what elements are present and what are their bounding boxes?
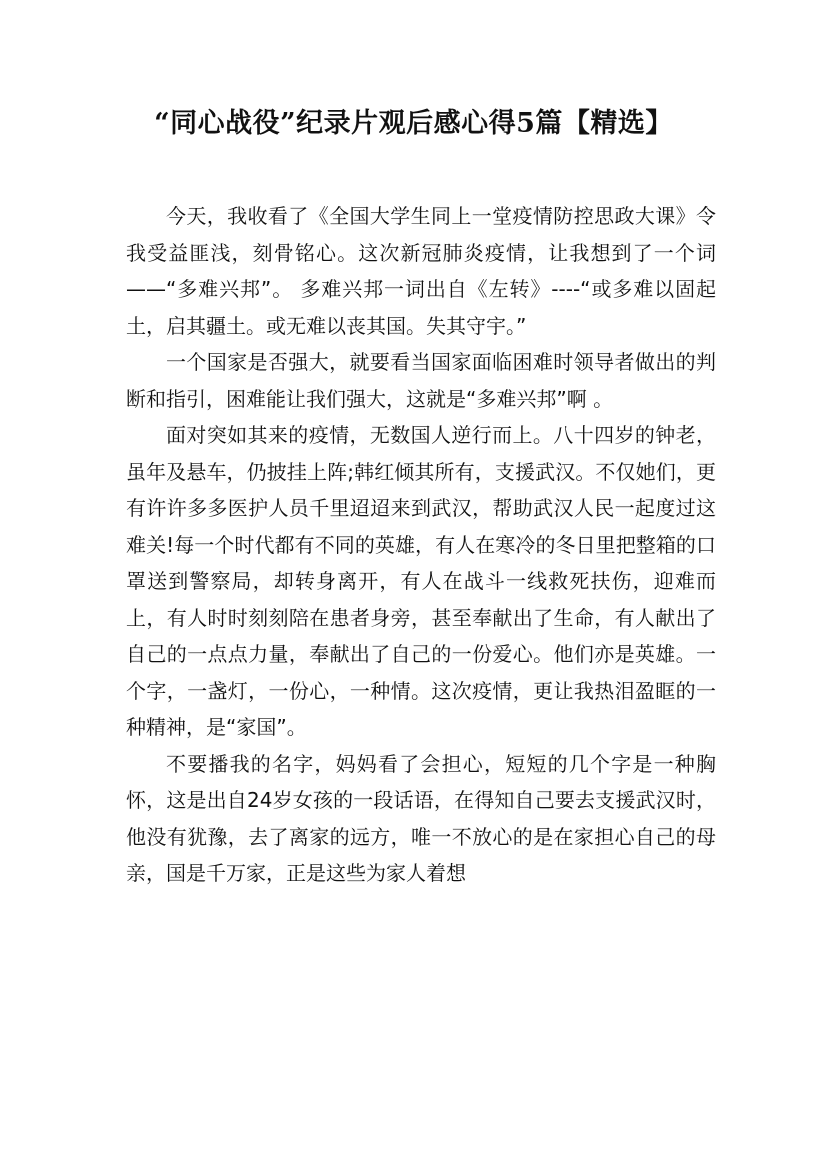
paragraph-2: 一个国家是否强大，就要看当国家面临困难时领导者做出的判断和指引，困难能让我们强大，这就是“多难兴邦”啊 。 bbox=[126, 350, 716, 411]
document-title: “同心战役”纪录片观后感心得5篇【精选】 bbox=[154, 108, 673, 139]
paragraph-1: 今天，我收看了《全国大学生同上一堂疫情防控思政大课》令我受益匪浅，刻骨铭心。这次新冠肺炎疫情，让我想到了一个词——“多难兴邦”。 多难兴邦一词出自《左转》----“或多难以固起土，启其疆土。或无难以丧其国。失其守宇。” bbox=[126, 204, 716, 338]
paragraph-4: 不要播我的名字，妈妈看了会担心，短短的几个字是一种胸怀，这是出自24岁女孩的一段话语，在得知自己要去支援武汉时，他没有犹豫，去了离家的远方，唯一不放心的是在家担心自己的母亲，国是千万家，正是这些为家人着想 bbox=[126, 751, 716, 885]
document-body bbox=[126, 198, 716, 892]
paragraph-3: 面对突如其来的疫情，无数国人逆行而上。八十四岁的钟老，虽年及悬车，仍披挂上阵;韩红倾其所有，支援武汉。不仅她们，更有许许多多医护人员千里迢迢来到武汉，帮助武汉人民一起度过这难关!每一个时代都有不同的英雄，有人在寒冷的冬日里把整箱的口罩送到警察局，却转身离开，有人在战斗一线救死扶伤，迎难而上，有人时时刻刻陪在患者身旁，甚至奉献出了生命，有人献出了自己的一点点力量，奉献出了自己的一份爱心。他们亦是英雄。一个字，一盏灯，一份心，一种情。这次疫情，更让我热泪盈眶的一种精神，是“家国”。 bbox=[126, 423, 716, 739]
